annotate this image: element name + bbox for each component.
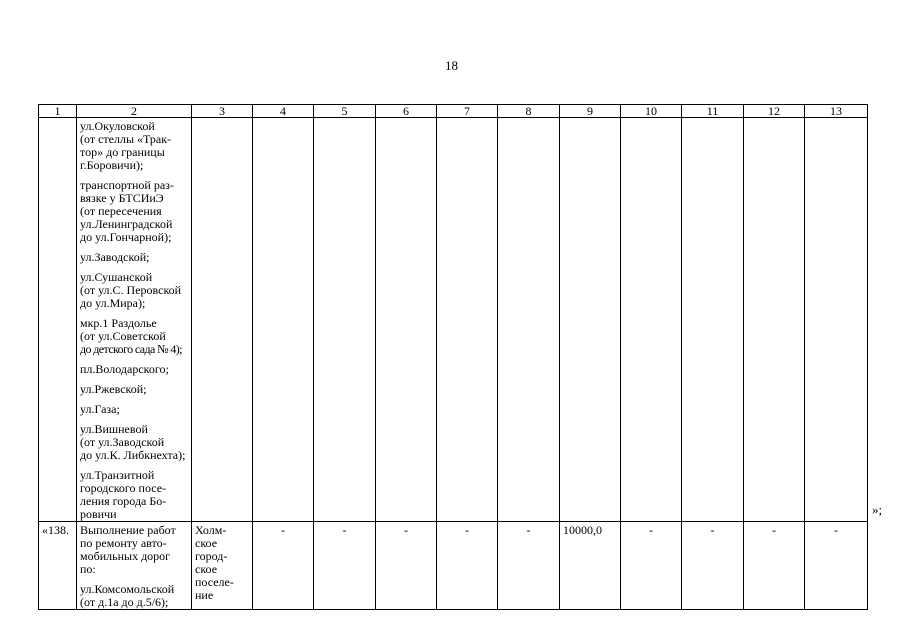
work-description-cell [77, 522, 192, 610]
value-cell [744, 522, 805, 610]
list-item [77, 467, 191, 521]
header-cell: 8 [498, 105, 560, 118]
list-item [77, 581, 191, 609]
value-cell [437, 522, 498, 610]
text-line: (от пересечения [80, 204, 162, 218]
table-cell [39, 118, 77, 522]
header-cell: 10 [621, 105, 682, 118]
list-item [77, 118, 191, 172]
table-cell [498, 118, 560, 522]
header-cell: 3 [192, 105, 253, 118]
list-item [77, 361, 191, 376]
list-item [77, 249, 191, 264]
value-text: - [710, 523, 715, 537]
value-cell [498, 522, 560, 610]
text-line: (от стеллы «Трак- [80, 132, 172, 146]
text-line: до детского сада № 4); [80, 342, 182, 356]
value-cell [376, 522, 437, 610]
text-line: поселе- [195, 575, 234, 589]
closing-quote-mark: »; [872, 502, 883, 517]
text-line: ское [195, 562, 218, 576]
header-cell: 6 [376, 105, 437, 118]
value-text: - [526, 523, 531, 537]
value-text: - [772, 523, 776, 537]
header-cell: 7 [437, 105, 498, 118]
list-item [77, 401, 191, 416]
table-cell [253, 118, 314, 522]
settlement-name [192, 522, 252, 602]
value-text: - [342, 523, 347, 537]
text-line: ул.Вишневой [80, 422, 148, 436]
header-cell: 4 [253, 105, 314, 118]
value-text: 10000,0 [563, 523, 602, 537]
list-item [77, 315, 191, 356]
row-number: «138. [42, 523, 69, 537]
header-row [39, 105, 868, 118]
text-line: ул.Комсомольской [80, 582, 175, 596]
table-cell [192, 118, 253, 522]
text-line: городского посе- [80, 481, 167, 495]
table-cell [314, 118, 376, 522]
table-cell [437, 118, 498, 522]
table-cell [621, 118, 682, 522]
value-cell [253, 522, 314, 610]
text-line: транспортной раз- [80, 178, 174, 192]
header-cell: 9 [560, 105, 621, 118]
text-line: г.Боровичи); [80, 158, 144, 172]
value-cell [314, 522, 376, 610]
value-text: - [404, 523, 408, 537]
table-row [39, 118, 868, 522]
text-line: (от д.1а до д.5/6); [80, 595, 169, 609]
list-item [77, 522, 191, 576]
text-line: ское [195, 536, 218, 550]
header-cell: 11 [682, 105, 744, 118]
text-line: ул.Заводской; [80, 250, 150, 264]
header-cell: 2 [77, 105, 192, 118]
text-line: ровичи [80, 507, 117, 521]
text-line: (от ул.С. Перовской [80, 283, 182, 297]
header-cell: 13 [805, 105, 868, 118]
value-text: - [281, 523, 285, 537]
value-cell [682, 522, 744, 610]
text-line: ул.Сушанской [80, 270, 153, 284]
value-cell [560, 522, 621, 610]
table-cell [805, 118, 868, 522]
text-line: мобильных дорог [80, 549, 171, 563]
text-line: (от ул.Заводской [80, 435, 165, 449]
text-line: Выполнение работ [80, 523, 176, 537]
text-line: до ул.Мира); [80, 296, 146, 310]
settlement-cell [192, 522, 253, 610]
header-cell: 5 [314, 105, 376, 118]
text-line: ления города Бо- [80, 494, 167, 508]
text-line: (от ул.Советской [80, 329, 166, 343]
text-line: ул.Ленинградской [80, 217, 173, 231]
text-line: ние [195, 588, 214, 602]
table-row-138 [39, 522, 868, 610]
table-cell [376, 118, 437, 522]
value-cell [621, 522, 682, 610]
text-line: ул.Газа; [80, 402, 120, 416]
text-line: ул.Окуловской [80, 119, 155, 133]
value-text: - [465, 523, 469, 537]
budget-table [38, 104, 868, 610]
text-line: мкр.1 Раздолье [80, 316, 157, 330]
text-line: ул.Ржевской; [80, 382, 147, 396]
header-cell: 1 [39, 105, 77, 118]
text-line: город- [195, 549, 228, 563]
address-list-cell [77, 118, 192, 522]
text-line: Холм- [195, 523, 227, 537]
list-item [77, 269, 191, 310]
list-item [77, 177, 191, 244]
value-text: - [834, 523, 838, 537]
value-text: - [649, 523, 653, 537]
text-line: вязке у БТСИиЭ [80, 191, 164, 205]
text-line: тор» до границы [80, 145, 165, 159]
text-line: пл.Володарского; [80, 362, 169, 376]
list-item [77, 421, 191, 462]
page-number: 18 [445, 58, 458, 73]
table-cell [682, 118, 744, 522]
table-cell [744, 118, 805, 522]
text-line: до ул.Гончарной); [80, 230, 172, 244]
value-cell [805, 522, 868, 610]
list-item [77, 381, 191, 396]
row-number-cell [39, 522, 77, 610]
text-line: до ул.К. Либкнехта); [80, 448, 186, 462]
table-cell [560, 118, 621, 522]
text-line: по ремонту авто- [80, 536, 167, 550]
text-line: ул.Транзитной [80, 468, 155, 482]
text-line: по: [80, 562, 96, 576]
header-cell: 12 [744, 105, 805, 118]
